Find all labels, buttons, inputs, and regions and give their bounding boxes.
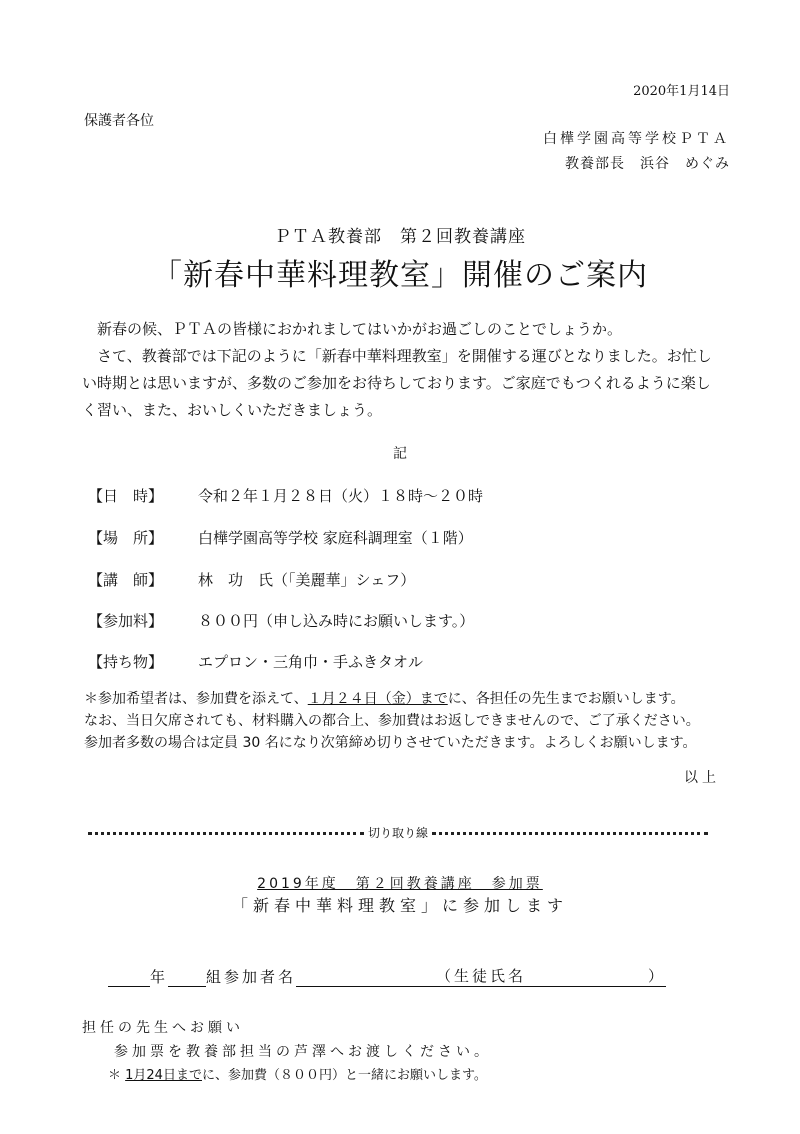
detail-label: 【日 時】 — [88, 487, 164, 505]
detail-instructor — [88, 569, 415, 590]
detail-value: ８００円（申し込み時にお願いします。） — [198, 612, 475, 630]
detail-value: エプロン・三角巾・手ふきタオル — [198, 653, 424, 671]
detail-label: 【持ち物】 — [88, 653, 164, 671]
note-line-refund: なお、当日欠席されても、材料購入の都合上、参加費はお返しできませんので、ご了承ください。 — [84, 713, 700, 729]
detail-fee — [88, 610, 474, 631]
detail-label: 【参加料】 — [88, 612, 164, 630]
request-note-deadline: 1月24日まで — [125, 1068, 202, 1083]
request-note-mark: ＊ — [108, 1068, 126, 1083]
note-line-capacity: 参加者多数の場合は定員 30 名になり次第締め切りさせていただきます。よろしくお願いします。 — [84, 735, 697, 751]
document-title: 「新春中華料理教室」開催のご案内 — [152, 258, 648, 293]
detail-datetime — [88, 485, 483, 506]
addressee: 保護者各位 — [84, 113, 154, 129]
notes — [84, 688, 700, 754]
participant-name-blank[interactable] — [296, 970, 436, 987]
class-blank[interactable] — [168, 970, 206, 987]
cut-dots-left — [88, 832, 364, 835]
cut-line-label: 切り取り線 — [368, 826, 429, 840]
student-close: ） — [648, 967, 667, 985]
note-text: に、各担任の先生までお願いします。 — [447, 691, 685, 707]
detail-belongings — [88, 651, 423, 672]
request-body: 参加票を教養部担当の芦澤へお渡しください。 — [114, 1044, 492, 1060]
sender-person: 教養部長 浜谷 めぐみ — [565, 156, 730, 172]
student-name-blank[interactable] — [436, 967, 667, 987]
ticket-heading-text: 2019年度 第２回教養講座 参加票 — [257, 876, 543, 892]
request-note — [108, 1064, 487, 1083]
request-note-text: に、参加費（８００円）と一緒にお願いします。 — [201, 1068, 487, 1083]
note-deadline: １月２４日（金）まで — [307, 691, 448, 707]
detail-value: 白樺学園高等学校 家庭科調理室（１階） — [198, 529, 473, 547]
detail-value: 令和２年１月２８日（火）１８時～２０時 — [198, 487, 484, 505]
ticket-heading — [0, 873, 800, 893]
document-date: 2020年1月14日 — [633, 84, 730, 99]
participant-form — [108, 966, 666, 987]
document-subtitle: ＰＴＡ教養部 第２回教養講座 — [274, 227, 526, 247]
ki-marker: 記 — [393, 446, 407, 462]
detail-place — [88, 527, 473, 548]
note-line-deadline — [84, 688, 700, 710]
closing-ijo: 以上 — [684, 770, 720, 786]
year-label: 年 — [150, 968, 169, 986]
body-paragraph: 新春の候、ＰＴＡの皆様におかれましてはいかがお過ごしのことでしょうか。 — [97, 320, 623, 338]
ticket-title: 「新春中華料理教室」に参加します — [231, 896, 568, 915]
student-label: （生徒氏名 — [436, 967, 527, 985]
participant-label: 参加者名 — [224, 968, 297, 986]
cut-line — [88, 824, 708, 841]
class-label: 組 — [206, 968, 225, 986]
detail-label: 【講 師】 — [88, 571, 164, 589]
request-heading: 担任の先生へお願い — [82, 1020, 244, 1036]
note-text: ＊参加希望者は、参加費を添えて、 — [84, 691, 308, 707]
year-blank[interactable] — [108, 970, 150, 987]
sender-organization: 白樺学園高等学校ＰＴＡ — [543, 131, 730, 147]
cut-dots-right — [432, 832, 708, 835]
detail-label: 【場 所】 — [88, 529, 164, 547]
body-paragraph: さて、教養部では下記のように「新春中華料理教室」を開催する運びとなりました。お忙しい時期とは思いますが、多数のご参加をお待ちしております。ご家庭でもつくれるように楽しく習い、また、おいしくいただきましょう。 — [82, 347, 712, 419]
detail-value: 林 功 氏（「美麗華」シェフ） — [198, 571, 416, 589]
body-text — [82, 316, 722, 424]
